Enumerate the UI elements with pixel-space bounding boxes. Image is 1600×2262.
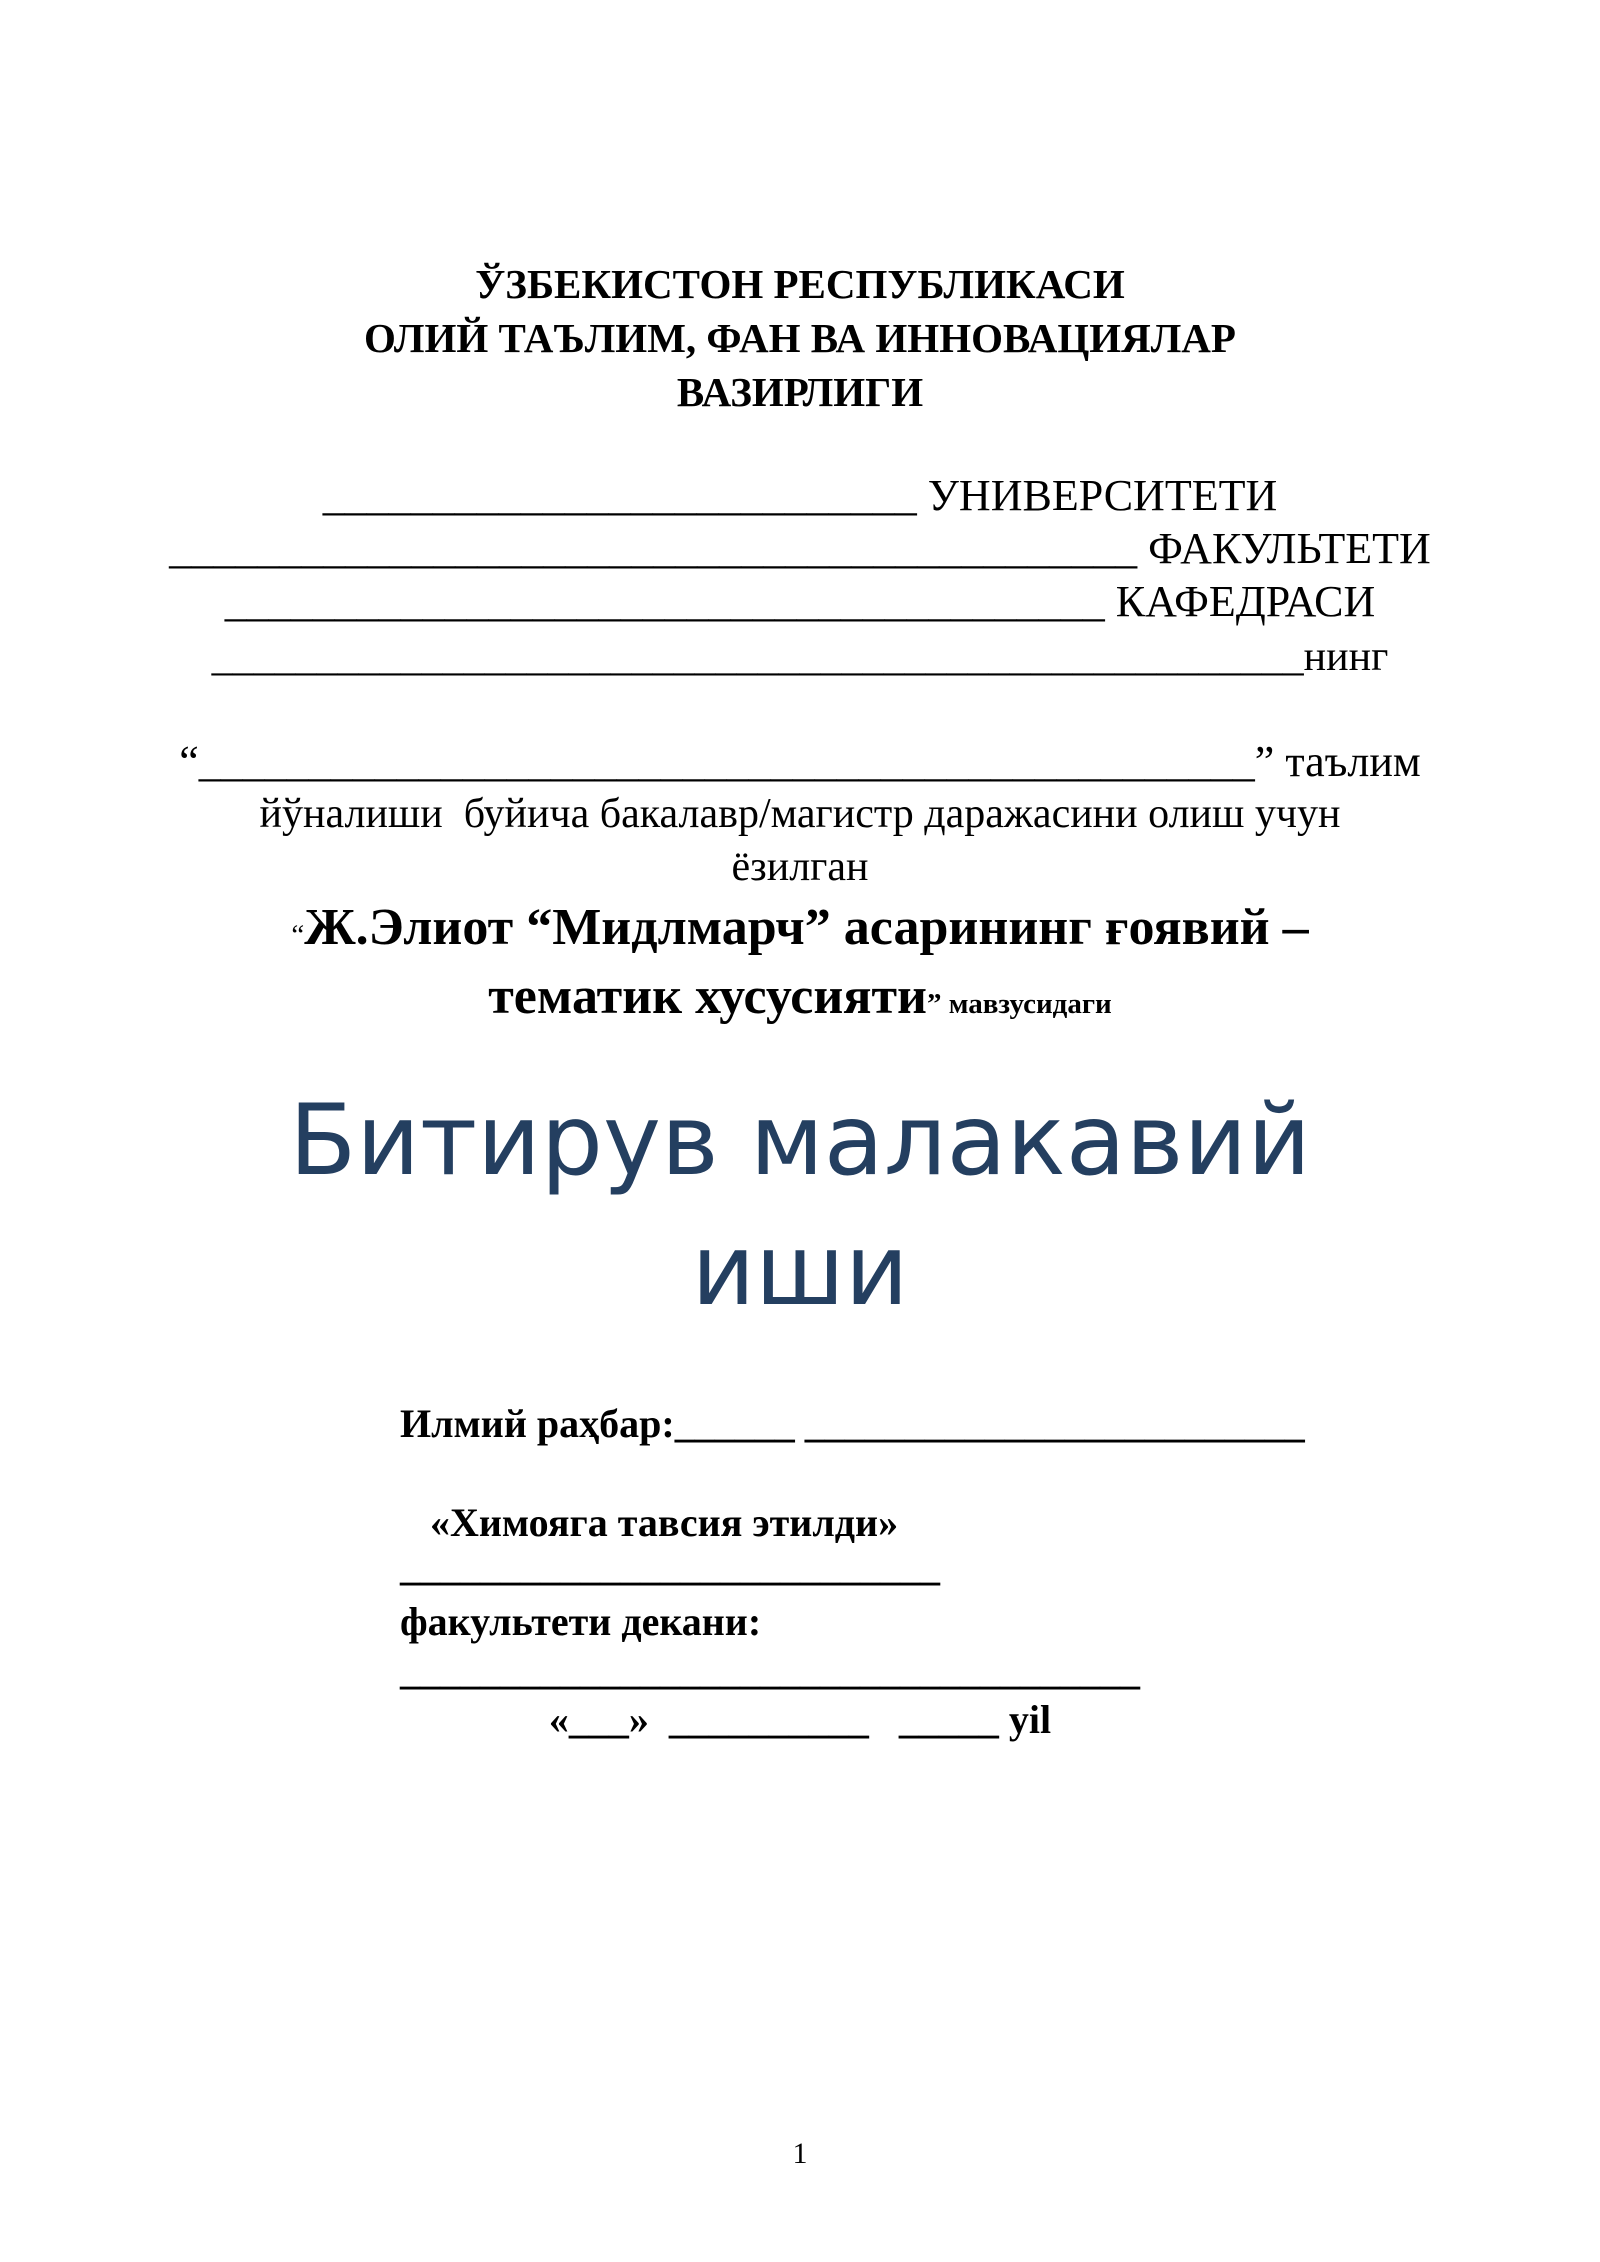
- direction-line-1: [0, 737, 1600, 786]
- direction-blank: ________________________________________________: [198, 737, 1255, 786]
- ministry-line-1: ЎЗБЕКИСТОН РЕСПУБЛИКАСИ: [475, 261, 1125, 307]
- faculty-label: ФАКУЛЬТЕТИ: [1137, 524, 1431, 573]
- university-label: УНИВЕРСИТЕТИ: [916, 471, 1278, 520]
- date-line: «___» __________ _____ yil: [548, 1697, 1052, 1742]
- ministry-line-3: ВАЗИРЛИГИ: [676, 369, 924, 415]
- work-title-line-2: иши: [691, 1214, 909, 1328]
- topic-line-1: [0, 899, 1600, 956]
- recommended-line: «Химояга тавсия этилди»: [400, 1500, 899, 1545]
- university-blank: ___________________________: [322, 471, 917, 520]
- university-line: [0, 471, 1600, 520]
- topic-suffix: мавзусидаги: [941, 988, 1112, 1020]
- advisor-line: Илмий раҳбар:______ _________________________: [400, 1401, 1305, 1446]
- ning-blank: ____________________________________________________: [211, 634, 1304, 680]
- direction-line-3: ёзилган: [731, 844, 869, 890]
- work-title-line-1: Битирув малакавий: [289, 1084, 1311, 1198]
- direction-line-2: йўналиши буйича бакалавр/магистр даражасини олиш учун: [259, 791, 1341, 837]
- dean-label: факультети декани:: [400, 1599, 762, 1644]
- dean-blank: _____________________________________: [400, 1648, 1140, 1693]
- recommended-blank: ___________________________: [400, 1544, 940, 1589]
- faculty-line: [0, 524, 1600, 573]
- topic-title-2: тематик хусусияти: [488, 968, 927, 1025]
- faculty-blank: ____________________________________________: [169, 524, 1138, 573]
- topic-title-1: Ж.Элиот “Мидлмарч” асарининг ғоявий –: [304, 899, 1309, 956]
- ministry-line-2: ОЛИЙ ТАЪЛИМ, ФАН ВА ИННОВАЦИЯЛАР: [364, 315, 1236, 361]
- ning-label: нинг: [1303, 634, 1389, 680]
- department-blank: ________________________________________: [224, 577, 1105, 626]
- topic-open-quote: “: [291, 919, 305, 951]
- department-line: [0, 577, 1600, 626]
- direction-open-quote: “: [179, 737, 199, 786]
- topic-close-quote: ”: [926, 988, 942, 1020]
- page-number: 1: [792, 2137, 808, 2170]
- ning-line: [0, 636, 1600, 678]
- direction-close: ” таълим: [1254, 737, 1421, 786]
- topic-line-2: [0, 968, 1600, 1025]
- department-label: КАФЕДРАСИ: [1104, 577, 1376, 626]
